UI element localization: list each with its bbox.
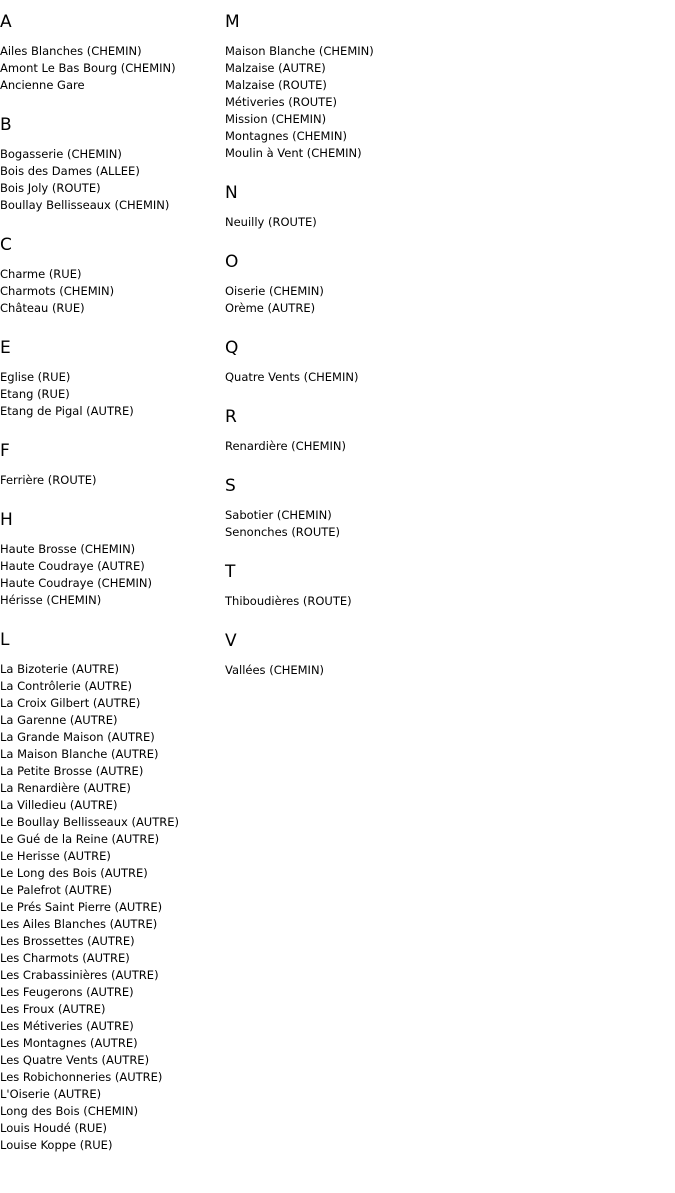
street-link[interactable]: La Petite Brosse (AUTRE) xyxy=(0,764,144,778)
letter-section-e xyxy=(0,338,220,420)
letter-heading: M xyxy=(225,12,240,32)
street-link[interactable]: Bois des Dames (ALLEE) xyxy=(0,164,140,178)
letter-section-a xyxy=(0,12,220,94)
letter-heading: S xyxy=(225,476,236,496)
street-link[interactable]: Les Quatre Vents (AUTRE) xyxy=(0,1053,150,1067)
street-link[interactable]: La Renardière (AUTRE) xyxy=(0,781,131,795)
street-link[interactable]: Malzaise (AUTRE) xyxy=(225,61,326,75)
letter-heading: C xyxy=(0,235,12,255)
street-list xyxy=(0,369,220,420)
street-link[interactable]: Quatre Vents (CHEMIN) xyxy=(225,370,359,384)
street-link[interactable]: Moulin à Vent (CHEMIN) xyxy=(225,146,362,160)
street-list xyxy=(0,661,220,1154)
street-link[interactable]: Ailes Blanches (CHEMIN) xyxy=(0,44,142,58)
street-link[interactable]: Hérisse (CHEMIN) xyxy=(0,593,102,607)
street-link[interactable]: Malzaise (ROUTE) xyxy=(225,78,327,92)
street-link[interactable]: La Villedieu (AUTRE) xyxy=(0,798,118,812)
street-link[interactable]: La Bizoterie (AUTRE) xyxy=(0,662,120,676)
street-link[interactable]: Charme (RUE) xyxy=(0,267,82,281)
street-link[interactable]: Etang de Pigal (AUTRE) xyxy=(0,404,134,418)
street-link[interactable]: Senonches (ROUTE) xyxy=(225,525,341,539)
street-link[interactable]: Les Feugerons (AUTRE) xyxy=(0,985,134,999)
letter-section-n xyxy=(225,183,665,231)
street-link[interactable]: Long des Bois (CHEMIN) xyxy=(0,1104,139,1118)
street-list xyxy=(225,662,665,679)
letter-heading: L xyxy=(0,630,10,650)
street-link[interactable]: Métiveries (ROUTE) xyxy=(225,95,337,109)
street-link[interactable]: Les Ailes Blanches (AUTRE) xyxy=(0,917,158,931)
street-link[interactable]: Bogasserie (CHEMIN) xyxy=(0,147,122,161)
letter-section-t xyxy=(225,562,665,610)
letter-heading: O xyxy=(225,252,239,272)
street-link[interactable]: Le Boullay Bellisseaux (AUTRE) xyxy=(0,815,179,829)
letter-section-c xyxy=(0,235,220,317)
street-link[interactable]: L'Oiserie (AUTRE) xyxy=(0,1087,102,1101)
letter-section-v xyxy=(225,631,665,679)
street-link[interactable]: Les Brossettes (AUTRE) xyxy=(0,934,135,948)
street-link[interactable]: Louise Koppe (RUE) xyxy=(0,1138,113,1152)
street-link[interactable]: Amont Le Bas Bourg (CHEMIN) xyxy=(0,61,176,75)
street-list xyxy=(225,283,665,317)
street-link[interactable]: La Grande Maison (AUTRE) xyxy=(0,730,155,744)
street-link[interactable]: Oiserie (CHEMIN) xyxy=(225,284,324,298)
street-link[interactable]: Haute Brosse (CHEMIN) xyxy=(0,542,136,556)
street-link[interactable]: Le Prés Saint Pierre (AUTRE) xyxy=(0,900,163,914)
letter-heading: F xyxy=(0,441,10,461)
street-link[interactable]: Vallées (CHEMIN) xyxy=(225,663,325,677)
letter-heading: Q xyxy=(225,338,239,358)
letter-heading: N xyxy=(225,183,238,203)
letter-heading: B xyxy=(0,115,12,135)
street-link[interactable]: Haute Coudraye (AUTRE) xyxy=(0,559,145,573)
street-link[interactable]: Le Palefrot (AUTRE) xyxy=(0,883,112,897)
letter-section-l xyxy=(0,630,220,1154)
street-link[interactable]: Mission (CHEMIN) xyxy=(225,112,327,126)
letter-heading: E xyxy=(0,338,11,358)
letter-section-f xyxy=(0,441,220,489)
street-list xyxy=(225,507,665,541)
street-list xyxy=(0,472,220,489)
street-index-left-column xyxy=(0,12,220,1175)
street-link[interactable]: Les Montagnes (AUTRE) xyxy=(0,1036,138,1050)
street-list xyxy=(0,146,220,214)
street-link[interactable]: La Garenne (AUTRE) xyxy=(0,713,118,727)
street-link[interactable]: Neuilly (ROUTE) xyxy=(225,215,317,229)
street-link[interactable]: Thiboudières (ROUTE) xyxy=(225,594,352,608)
street-list xyxy=(0,541,220,609)
street-link[interactable]: Haute Coudraye (CHEMIN) xyxy=(0,576,153,590)
street-link[interactable]: Les Crabassinières (AUTRE) xyxy=(0,968,159,982)
letter-section-b xyxy=(0,115,220,214)
letter-heading: T xyxy=(225,562,236,582)
street-link[interactable]: Le Herisse (AUTRE) xyxy=(0,849,111,863)
street-list xyxy=(0,43,220,94)
letter-section-o xyxy=(225,252,665,317)
street-link[interactable]: Les Charmots (AUTRE) xyxy=(0,951,130,965)
street-link[interactable]: Les Métiveries (AUTRE) xyxy=(0,1019,134,1033)
letter-section-h xyxy=(0,510,220,609)
street-list xyxy=(225,593,665,610)
street-link[interactable]: Ancienne Gare xyxy=(0,78,85,92)
street-link[interactable]: Ferrière (ROUTE) xyxy=(0,473,97,487)
street-link[interactable]: Château (RUE) xyxy=(0,301,85,315)
street-link[interactable]: Montagnes (CHEMIN) xyxy=(225,129,347,143)
street-link[interactable]: Eglise (RUE) xyxy=(0,370,71,384)
street-link[interactable]: Maison Blanche (CHEMIN) xyxy=(225,44,374,58)
street-link[interactable]: Renardière (CHEMIN) xyxy=(225,439,347,453)
street-link[interactable]: La Croix Gilbert (AUTRE) xyxy=(0,696,141,710)
street-link[interactable]: Orème (AUTRE) xyxy=(225,301,316,315)
street-link[interactable]: Louis Houdé (RUE) xyxy=(0,1121,108,1135)
street-link[interactable]: Bois Joly (ROUTE) xyxy=(0,181,101,195)
letter-section-r xyxy=(225,407,665,455)
street-list xyxy=(225,43,665,162)
street-link[interactable]: Sabotier (CHEMIN) xyxy=(225,508,332,522)
street-list xyxy=(225,214,665,231)
street-link[interactable]: Boullay Bellisseaux (CHEMIN) xyxy=(0,198,170,212)
street-link[interactable]: Les Robichonneries (AUTRE) xyxy=(0,1070,163,1084)
street-link[interactable]: Le Long des Bois (AUTRE) xyxy=(0,866,148,880)
letter-heading: V xyxy=(225,631,237,651)
letter-heading: A xyxy=(0,12,12,32)
street-list xyxy=(225,369,665,386)
letter-section-s xyxy=(225,476,665,541)
street-link[interactable]: La Contrôlerie (AUTRE) xyxy=(0,679,132,693)
street-list xyxy=(225,438,665,455)
street-list xyxy=(0,266,220,317)
street-index-right-column xyxy=(225,12,665,700)
letter-heading: R xyxy=(225,407,237,427)
street-link[interactable]: Charmots (CHEMIN) xyxy=(0,284,115,298)
street-link[interactable]: Etang (RUE) xyxy=(0,387,70,401)
letter-heading: H xyxy=(0,510,13,530)
street-link[interactable]: Les Froux (AUTRE) xyxy=(0,1002,106,1016)
letter-section-q xyxy=(225,338,665,386)
street-link[interactable]: La Maison Blanche (AUTRE) xyxy=(0,747,159,761)
letter-section-m xyxy=(225,12,665,162)
street-link[interactable]: Le Gué de la Reine (AUTRE) xyxy=(0,832,160,846)
